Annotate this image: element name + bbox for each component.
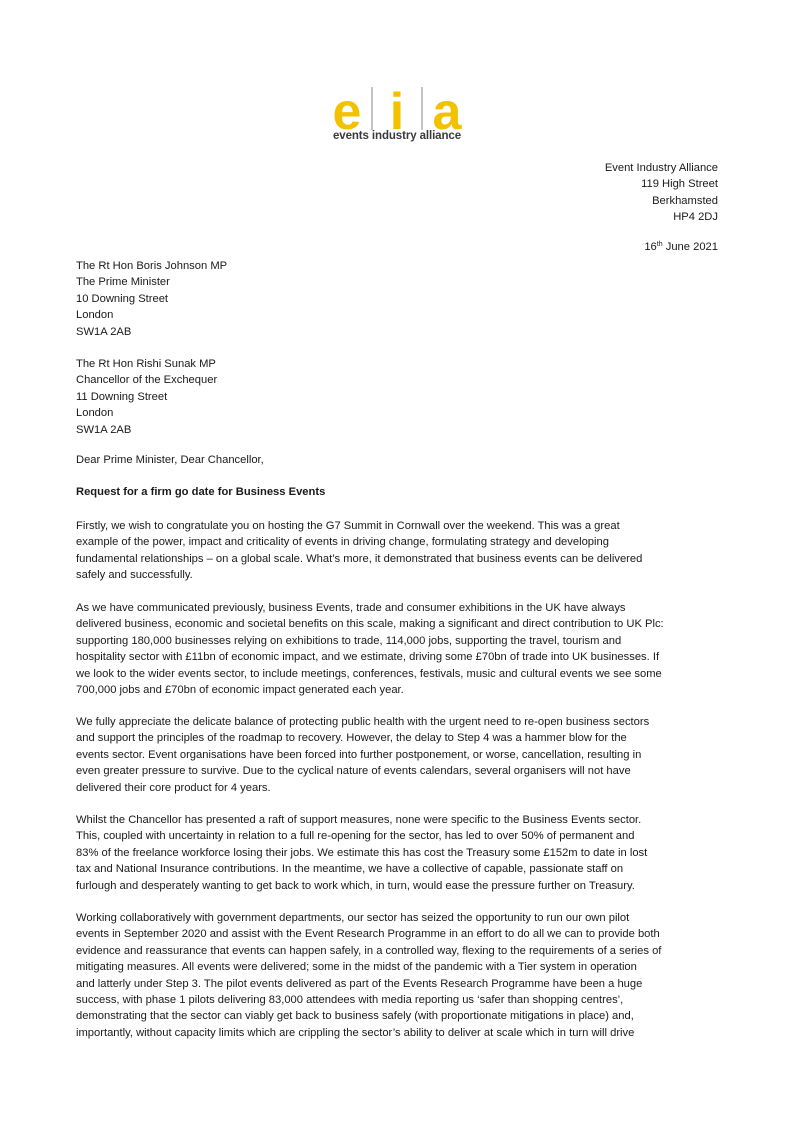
paragraph-line: we look to the wider events sector, to include meetings, conferences, festivals, music and cultural events we see some — [76, 667, 662, 680]
date-day: 16 — [644, 241, 657, 253]
paragraph-line: and support the principles of the roadmap to recovery. However, the delay to Step 4 was a hammer blow for the — [76, 732, 627, 745]
paragraph-line: 700,000 jobs and £70bn of economic impact generated each year. — [76, 684, 404, 697]
paragraph-line: supporting 180,000 businesses relying on exhibitions to trade, 114,000 jobs, supporting the travel, tourism and — [76, 634, 622, 647]
paragraph-support-measures — [76, 812, 726, 894]
paragraph-line: safely and successfully. — [76, 569, 193, 582]
address-line: 10 Downing Street — [76, 292, 169, 305]
paragraph-line: example of the power, impact and criticality of events in driving change, formulating strategy and developing — [76, 536, 609, 549]
paragraph-line: mitigating measures. All events were delivered; some in the midst of the pandemic with a Tier system in operation — [76, 961, 637, 974]
sender-line: 119 High Street — [641, 178, 718, 191]
logo-letter-e: e — [332, 84, 362, 132]
address-line: 11 Downing Street — [76, 390, 168, 403]
eia-logo — [322, 84, 472, 150]
paragraph-line: success, with phase 1 pilots delivering 83,000 attendees with media reporting us ‘safer than shopping centres’, — [76, 994, 624, 1007]
address-line: The Rt Hon Rishi Sunak MP — [76, 358, 216, 370]
paragraph-line: events in September 2020 and assist with the Event Research Programme in an effort to do all we can to provide both — [76, 928, 660, 941]
paragraph-line: hospitality sector with £11bn of economic impact, and we estimate, driving some £70bn of trade into UK businesses. If — [76, 651, 660, 664]
paragraph-line: and latterly under Step 3. The pilot events delivered as part of the Events Research Programme have been a huge — [76, 977, 643, 990]
paragraph-line: This, coupled with uncertainty in relation to a full re-opening for the sector, has led to over 50% of permanent and — [76, 830, 635, 843]
paragraph-congratulations — [76, 518, 726, 584]
paragraph-line: demonstrating that the sector can viably get back to business safely (with proportionate mitigations in place) and, — [76, 1010, 634, 1023]
paragraph-pilot-events — [76, 910, 726, 1041]
paragraph-line: events sector. Event organisations have been forced into further postponement, or worse, cancellation, resulting in — [76, 748, 642, 761]
paragraph-line: delivered business, economic and societal benefits on this scale, making a significant and direct contribution to UK Plc: — [76, 618, 664, 631]
address-line: Chancellor of the Exchequer — [76, 374, 218, 387]
paragraph-line: importantly, without capacity limits which are crippling the sector’s ability to deliver at scale which in turn will drive — [76, 1026, 635, 1039]
sender-line: HP4 2DJ — [673, 211, 718, 224]
date-rest: June 2021 — [662, 241, 718, 253]
paragraph-line: furlough and desperately wanting to get back to work which, in turn, would ease the pressure further on Treasury. — [76, 879, 635, 892]
paragraph-line: Whilst the Chancellor has presented a raft of support measures, none were specific to the Business Events sector. — [76, 814, 642, 826]
eia-logo-mark — [322, 84, 472, 132]
recipient-address-chancellor — [76, 356, 217, 438]
paragraph-economic-impact — [76, 600, 726, 698]
recipient-address-prime-minister — [76, 258, 227, 340]
letter-subject: Request for a firm go date for Business Events — [76, 486, 326, 498]
paragraph-line: Working collaboratively with government departments, our sector has seized the opportunity to run our own pilot — [76, 912, 630, 924]
paragraph-line: tax and National Insurance contributions. In the meantime, we have a collective of capable, passionate staff on — [76, 863, 624, 876]
paragraph-line: Firstly, we wish to congratulate you on hosting the G7 Summit in Cornwall over the weekend. This was a great — [76, 520, 620, 532]
sender-line: Berkhamsted — [652, 194, 718, 207]
address-line: The Prime Minister — [76, 276, 170, 289]
logo-tagline: events industry alliance — [333, 130, 461, 142]
paragraph-line: even greater pressure to survive. Due to the cyclical nature of events calendars, several organisers will not have — [76, 765, 631, 778]
date-suffix: th — [656, 241, 663, 248]
logo-letter-a: a — [432, 84, 462, 132]
address-line: London — [76, 407, 114, 420]
address-line: London — [76, 309, 114, 322]
sender-address — [605, 160, 718, 226]
paragraph-line: We fully appreciate the delicate balance of protecting public health with the urgent need to re-open business sectors — [76, 716, 650, 728]
paragraph-step4-delay — [76, 714, 726, 796]
address-line: SW1A 2AB — [76, 423, 132, 436]
paragraph-line: delivered their core product for 4 years. — [76, 781, 271, 794]
paragraph-line: evidence and reassurance that events can happen safely, in a controlled way, flexing to the requirements of a series of — [76, 944, 662, 957]
logo-letter-i: i — [389, 84, 405, 132]
paragraph-line: fundamental relationships – on a global scale. What’s more, it demonstrated that business events can be delivered — [76, 552, 643, 565]
sender-line: Event Industry Alliance — [604, 162, 718, 174]
address-line: SW1A 2AB — [76, 325, 132, 338]
paragraph-line: 83% of the freelance workforce losing their jobs. We estimate this has cost the Treasury some £152m to date in lost — [76, 846, 648, 859]
paragraph-line: As we have communicated previously, business Events, trade and consumer exhibitions in the UK have always — [76, 602, 626, 614]
letter-date — [644, 241, 718, 253]
salutation: Dear Prime Minister, Dear Chancellor, — [76, 454, 264, 466]
address-line: The Rt Hon Boris Johnson MP — [76, 260, 228, 272]
